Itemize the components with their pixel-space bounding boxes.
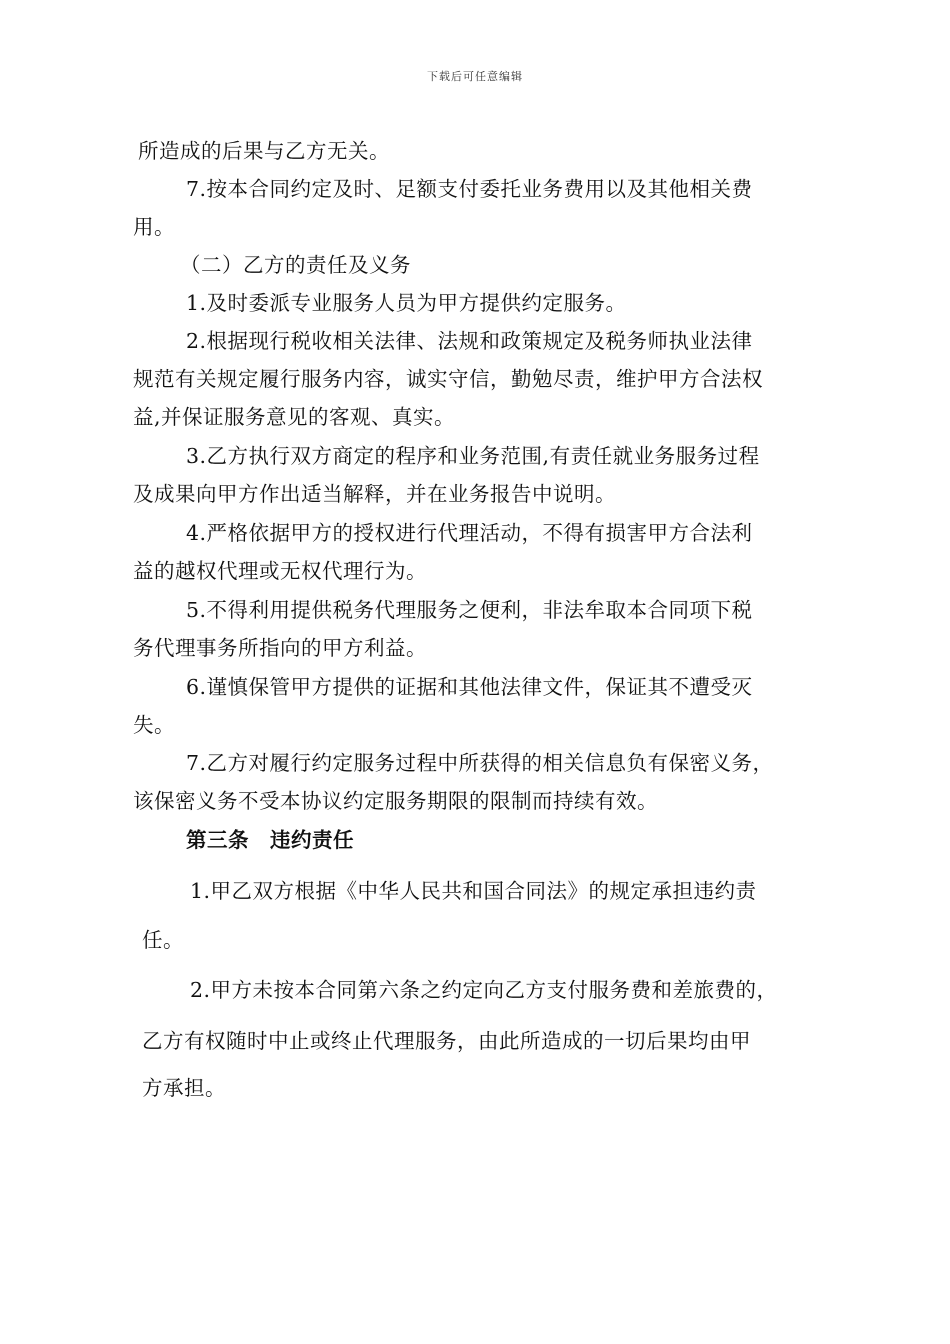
paragraph-line: 2.根据现行税收相关法律、法规和政策规定及税务师执业法律 (186, 329, 753, 353)
page-header: 下载后可任意编辑 (427, 70, 523, 83)
paragraph-line: 规范有关规定履行服务内容，诚实守信，勤勉尽责，维护甲方合法权 (133, 367, 763, 391)
paragraph-line: 3.乙方执行双方商定的程序和业务范围,有责任就业务服务过程 (186, 444, 760, 468)
paragraph-line: 4.严格依据甲方的授权进行代理活动，不得有损害甲方合法利 (186, 521, 753, 545)
paragraph-line: 失。 (133, 713, 175, 737)
paragraph-line: 2.甲方未按本合同第六条之约定向乙方支付服务费和差旅费的， (190, 978, 778, 1002)
paragraph-line: 该保密义务不受本协议约定服务期限的限制而持续有效。 (133, 789, 658, 813)
paragraph-line: 1.及时委派专业服务人员为甲方提供约定服务。 (186, 291, 627, 315)
paragraph-line: 乙方有权随时中止或终止代理服务，由此所造成的一切后果均由甲 (142, 1029, 751, 1053)
paragraph-line: 用。 (133, 215, 175, 239)
paragraph-line: 5.不得利用提供税务代理服务之便利，非法牟取本合同项下税 (186, 598, 753, 622)
paragraph-line: 7.按本合同约定及时、足额支付委托业务费用以及其他相关费 (186, 177, 753, 201)
paragraph-line: 务代理事务所指向的甲方利益。 (133, 636, 427, 660)
paragraph-line: 7.乙方对履行约定服务过程中所获得的相关信息负有保密义务， (186, 751, 774, 775)
paragraph-line: 所造成的后果与乙方无关。 (138, 139, 390, 163)
paragraph-line: 益,并保证服务意见的客观、真实。 (133, 405, 456, 429)
paragraph-line: 及成果向甲方作出适当解释，并在业务报告中说明。 (133, 482, 616, 506)
section-subheading: （二）乙方的责任及义务 (180, 253, 411, 277)
article-heading: 第三条 违约责任 (186, 828, 354, 852)
paragraph-line: 益的越权代理或无权代理行为。 (133, 559, 427, 583)
paragraph-line: 6.谨慎保管甲方提供的证据和其他法律文件，保证其不遭受灭 (186, 675, 753, 699)
paragraph-line: 任。 (142, 928, 184, 952)
paragraph-line: 1.甲乙双方根据《中华人民共和国合同法》的规定承担违约责 (190, 879, 757, 903)
paragraph-line: 方承担。 (142, 1076, 226, 1100)
